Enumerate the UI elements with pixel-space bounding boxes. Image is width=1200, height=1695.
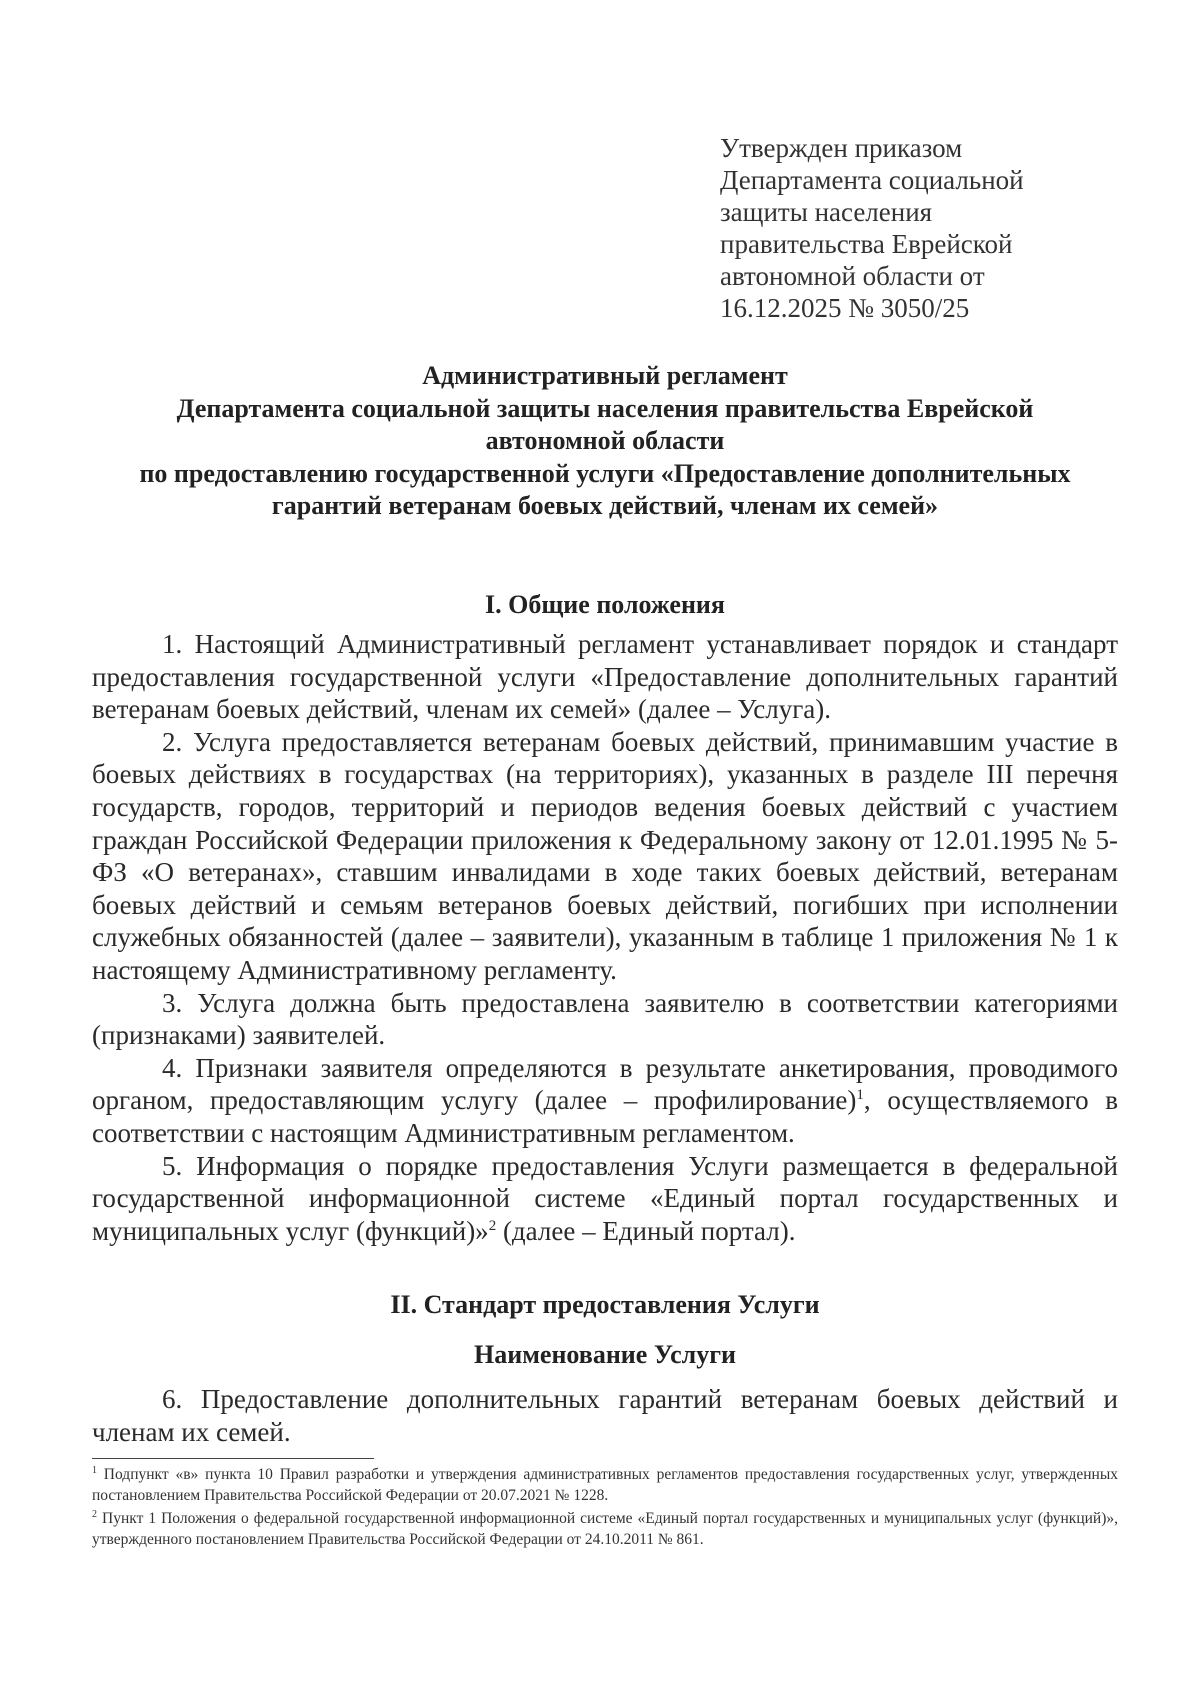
paragraph-5-tail: (далее – Единый портал). xyxy=(496,1215,796,1246)
section-2-subheading: Наименование Услуги xyxy=(473,1340,737,1369)
footnote-2 xyxy=(92,1508,1118,1550)
document-title xyxy=(90,360,1120,523)
paragraph-2: 2. Услуга предоставляется ветеранам боевых действий, принимавшим участие в боевых действиях в государствах (на территориях), указанных в разделе III перечня государств, городов, территорий и периодов ведения боевых действий с участием граждан Российской Федерации приложения к Федеральному закону от 12.01.1995 № 5-ФЗ «О ветеранах», ставшим инвалидами в ходе таких боевых действий, ветеранам боевых действий и семьям ветеранов боевых действий, погибших при исполнении служебных обязанностей (далее – заявители), указанным в таблице 1 приложения № 1 к настоящему Административному регламенту. xyxy=(92,726,1118,985)
approval-line: Утвержден приказом xyxy=(720,133,963,163)
approval-stamp-block xyxy=(720,132,1140,324)
paragraph-6: 6. Предоставление дополнительных гарантий ветеранам боевых действий и членам их семей. xyxy=(92,1384,1118,1447)
paragraph-5-text: 5. Информация о порядке предоставления Услуги размещается в федеральной государственной информационной системе «Единый портал государственных и муниципальных услуг (функций)» xyxy=(92,1150,1118,1246)
approval-line: Департамента социальной xyxy=(720,165,1024,195)
footnote-text: Подпункт «в» пункта 10 Правил разработки и утверждения административных регламентов предоставления государственных услуг, утвержденных постановлением Правительства Российской Федерации от 20.07.2021 № 1228. xyxy=(92,1466,1118,1504)
approval-line: защиты населения xyxy=(720,197,933,227)
section-1-heading: I. Общие положения xyxy=(485,590,725,619)
footnote-mark: 1 xyxy=(92,1464,97,1476)
title-line: по предоставлению государственной услуги «Предоставление дополнительных xyxy=(139,458,1071,488)
approval-line: правительства Еврейской xyxy=(720,229,1013,259)
footnote-ref-1: 1 xyxy=(856,1087,864,1104)
footnote-mark: 2 xyxy=(92,1508,97,1520)
paragraph-4 xyxy=(92,1052,1118,1150)
title-line: автономной области xyxy=(485,426,725,455)
paragraph-1: 1. Настоящий Административный регламент устанавливает порядок и стандарт предоставления государственной услуги «Предоставление дополнительных гарантий ветеранам боевых действий, членам их семей» (далее – Услуга). xyxy=(92,629,1118,725)
section-1-body xyxy=(92,628,1118,1247)
paragraph-5 xyxy=(92,1150,1118,1248)
paragraph-4-text: 4. Признаки заявителя определяются в результате анкетирования, проводимого органом, предоставляющим услугу (далее – профилирование) xyxy=(92,1052,1118,1116)
footnote-text: Пункт 1 Положения о федеральной государственной информационной системе «Единый портал государственных и муниципальных услуг (функций)», утвержденного постановлением Правительства Российской Федерации от 24.10.2011 № 861. xyxy=(92,1510,1118,1548)
approval-line: автономной области от xyxy=(720,261,985,291)
title-line: гарантий ветеранам боевых действий, членам их семей» xyxy=(271,491,939,520)
title-line: Административный регламент xyxy=(422,361,788,390)
section-2-heading: II. Стандарт предоставления Услуги xyxy=(390,1290,820,1319)
footnote-1 xyxy=(92,1464,1118,1506)
approval-line: 16.12.2025 № 3050/25 xyxy=(720,293,970,323)
section-2-body xyxy=(92,1383,1118,1448)
footnotes-block xyxy=(92,1464,1118,1552)
footnote-ref-2: 2 xyxy=(488,1217,497,1234)
footnote-separator xyxy=(92,1458,374,1459)
paragraph-3: 3. Услуга должна быть предоставлена заявителю в соответствии категориями (признаками) заявителей. xyxy=(92,987,1118,1051)
paragraph-4-tail: , осуществляемого в соответствии с настоящим Административным регламентом. xyxy=(92,1085,1118,1148)
title-line: Департамента социальной защиты населения правительства Еврейской xyxy=(176,393,1034,423)
